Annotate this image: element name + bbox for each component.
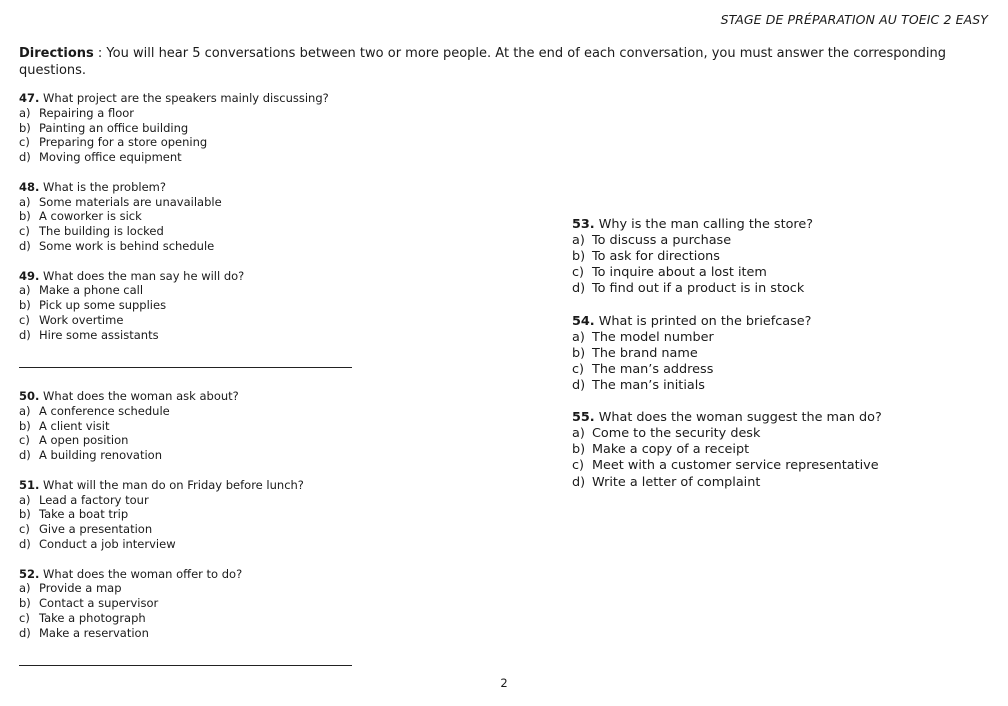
answer-option: d) The man’s initials (572, 377, 705, 393)
answer-option: d) Hire some assistants (19, 327, 159, 342)
question-block (19, 180, 359, 254)
right-column (572, 217, 972, 507)
answer-option: d) Write a letter of complaint (572, 474, 761, 490)
question-block (19, 478, 359, 552)
question-stem: 54. What is printed on the briefcase? (572, 313, 812, 329)
directions-paragraph (19, 45, 979, 79)
question-stem: 48. What is the problem? (19, 179, 166, 194)
answer-option: b) Pick up some supplies (19, 298, 167, 313)
answer-option: a) A conference schedule (19, 403, 170, 418)
question-stem: 51. What will the man do on Friday before lunch? (19, 477, 304, 492)
answer-option: c) Meet with a customer service representative (572, 458, 879, 474)
answer-option: b) Take a boat trip (19, 507, 129, 522)
answer-option: b) A coworker is sick (19, 209, 142, 224)
answer-option: d) Moving office equipment (19, 150, 182, 165)
section-divider (19, 367, 352, 368)
question-block (572, 217, 972, 297)
directions-text: : You will hear 5 conversations between two or more people. At the end of each conversation, you must answer the corresponding questions. (19, 46, 947, 78)
directions-label: Directions (19, 46, 94, 61)
left-column-lower (19, 389, 359, 655)
answer-option: c) Take a photograph (19, 610, 146, 625)
question-block (572, 410, 972, 490)
question-block (19, 269, 359, 343)
answer-option: c) Work overtime (19, 312, 124, 327)
answer-option: c) A open position (19, 433, 129, 448)
answer-option: a) Some materials are unavailable (19, 194, 222, 209)
answer-option: a) Repairing a floor (19, 105, 135, 120)
page-number: 2 (500, 676, 508, 690)
answer-option: a) Provide a map (19, 581, 122, 596)
question-block (19, 389, 359, 463)
page-header-title: STAGE DE PRÉPARATION AU TOEIC 2 EASY (720, 12, 988, 27)
answer-option: b) Make a copy of a receipt (572, 442, 750, 458)
answer-option: b) The brand name (572, 345, 698, 361)
answer-option: b) A client visit (19, 418, 110, 433)
question-stem: 55. What does the woman suggest the man do? (572, 410, 882, 426)
section-divider (19, 665, 352, 666)
question-block (19, 567, 359, 641)
answer-option: b) Painting an office building (19, 120, 189, 135)
answer-option: d) Conduct a job interview (19, 536, 176, 551)
question-stem: 50. What does the woman ask about? (19, 389, 239, 403)
answer-option: d) Make a reservation (19, 625, 149, 640)
answer-option: d) To find out if a product is in stock (572, 281, 805, 297)
question-stem: 52. What does the woman offer to do? (19, 566, 243, 581)
question-stem: 49. What does the man say he will do? (19, 268, 245, 283)
answer-option: a) The model number (572, 329, 714, 345)
answer-option: c) The building is locked (19, 224, 164, 239)
answer-option: c) The man’s address (572, 361, 714, 377)
question-block (572, 314, 972, 394)
answer-option: d) Some work is behind schedule (19, 238, 215, 253)
answer-option: b) To ask for directions (572, 249, 720, 265)
answer-option: a) Make a phone call (19, 283, 144, 298)
answer-option: c) To inquire about a lost item (572, 265, 767, 281)
left-column (19, 91, 359, 357)
answer-option: c) Give a presentation (19, 522, 153, 537)
answer-option: a) Come to the security desk (572, 426, 761, 442)
answer-option: a) Lead a factory tour (19, 492, 149, 507)
answer-option: a) To discuss a purchase (572, 233, 732, 249)
answer-option: c) Preparing for a store opening (19, 135, 208, 150)
answer-option: d) A building renovation (19, 448, 162, 463)
question-stem: 53. Why is the man calling the store? (572, 217, 814, 232)
answer-option: b) Contact a supervisor (19, 596, 159, 611)
question-block (19, 91, 359, 165)
question-stem: 47. What project are the speakers mainly discussing? (19, 91, 329, 105)
